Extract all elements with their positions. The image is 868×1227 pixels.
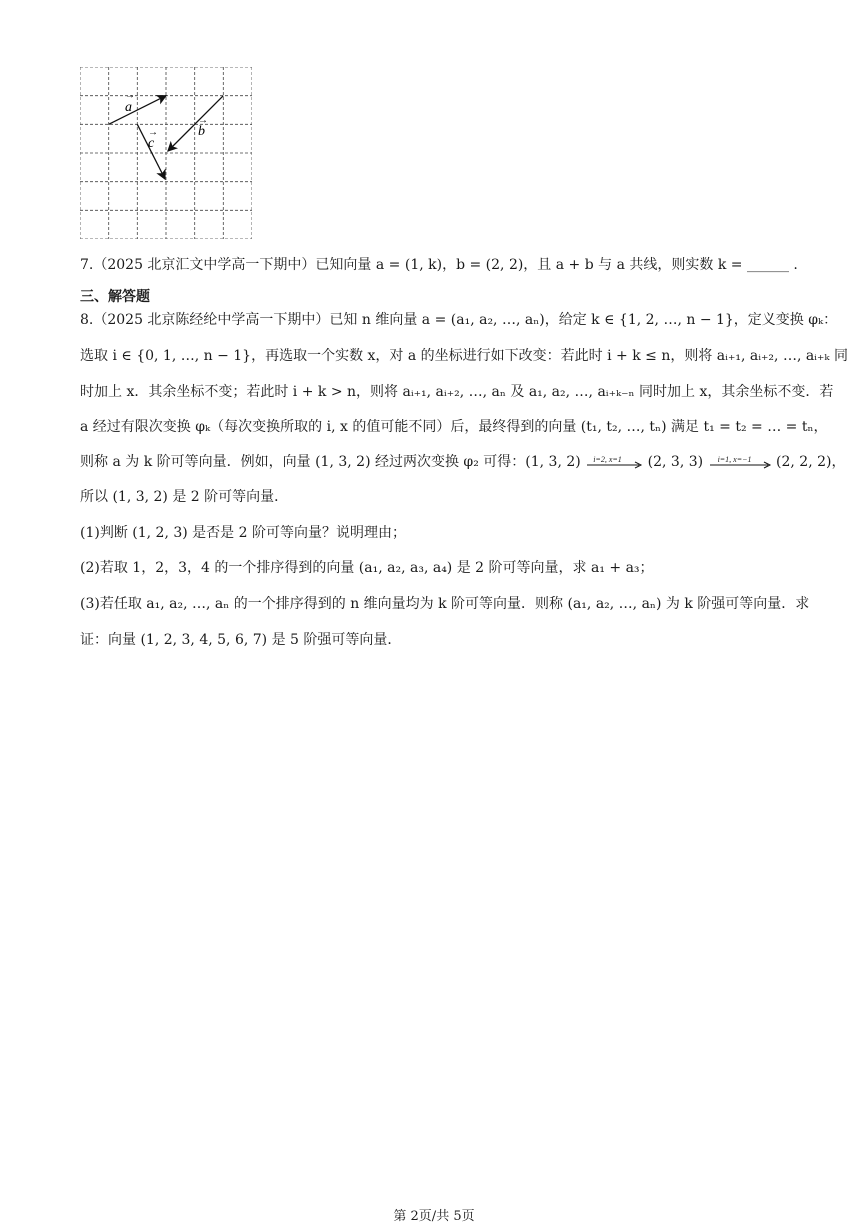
section-title: 三、解答题 bbox=[80, 289, 150, 305]
transform-arrow-1-label: i=2, x=1 bbox=[593, 455, 622, 464]
vector-a-label: a bbox=[125, 100, 132, 115]
vector-grid-figure bbox=[80, 67, 252, 239]
transform-arrow-1 bbox=[585, 452, 643, 472]
transform-arrow-2 bbox=[708, 452, 772, 472]
question-8-line-2: 选取 i ∈ {0, 1, …, n − 1}，再选取一个实数 x，对 a 的坐标进行如下改变：若此时 i + k ≤ n，则将 aᵢ₊₁, aᵢ₊₂, …, aᵢ₊ₖ 同 bbox=[80, 348, 848, 364]
vector-b-arrow bbox=[168, 96, 223, 151]
question-8-part-3-line-2: 证：向量 (1, 2, 3, 4, 5, 6, 7) 是 5 阶强可等向量． bbox=[80, 632, 402, 648]
question-8-line-1: 8.（2025 北京陈经纶中学高一下期中）已知 n 维向量 a = (a₁, a₂, …, aₙ)，给定 k ∈ {1, 2, …, n − 1}，定义变换 φₖ： bbox=[80, 312, 838, 328]
question-8-line-3: 时加上 x．其余坐标不变；若此时 i + k > n，则将 aᵢ₊₁, aᵢ₊₂, …, aₙ 及 a₁, a₂, …, aᵢ₊ₖ₋ₙ 同时加上 x，其余坐标不变．若 bbox=[80, 384, 834, 400]
example-text: 则称 a 为 k 阶可等向量．例如，向量 (1, 3, 2) 经过两次变换 φ₂ 可得：(1, 3, 2) bbox=[80, 454, 581, 470]
vector-c-label: c bbox=[148, 136, 155, 151]
right-arrow-icon bbox=[585, 452, 643, 472]
example-intermediate: (2, 3, 3) bbox=[647, 454, 704, 470]
question-7: 7.（2025 北京汇文中学高一下期中）已知向量 a = (1, k)，b = (2, 2)，且 a + b 与 a 共线，则实数 k = ______ . bbox=[80, 257, 798, 273]
right-arrow-icon bbox=[708, 452, 772, 472]
vector-a-arrow-mark: → bbox=[125, 90, 135, 101]
question-8-part-1: (1)判断 (1, 2, 3) 是否是 2 阶可等向量？说明理由； bbox=[80, 525, 406, 541]
vector-c-arrow-mark: → bbox=[148, 127, 158, 138]
question-8-part-3-line-1: (3)若任取 a₁, a₂, …, aₙ 的一个排序得到的 n 维向量均为 k 阶可等向量．则称 (a₁, a₂, …, aₙ) 为 k 阶强可等向量．求 bbox=[80, 596, 810, 612]
question-8-line-6: 所以 (1, 3, 2) 是 2 阶可等向量． bbox=[80, 489, 289, 505]
transform-arrow-2-label: i=1, x=−1 bbox=[717, 455, 752, 464]
question-8-part-2: (2)若取 1，2，3，4 的一个排序得到的向量 (a₁, a₂, a₃, a₄) 是 2 阶可等向量，求 a₁ + a₃； bbox=[80, 560, 654, 576]
vector-b-arrow-mark: → bbox=[198, 115, 208, 126]
vector-b-label: b bbox=[198, 124, 205, 139]
example-result: (2, 2, 2)， bbox=[776, 454, 846, 470]
question-8-line-4: a 经过有限次变换 φₖ（每次变换所取的 i, x 的值可能不同）后，最终得到的向量 (t₁, t₂, …, tₙ) 满足 t₁ = t₂ = … = tₙ， bbox=[80, 419, 828, 435]
page-footer: 第 2页/共 5页 bbox=[393, 1209, 475, 1224]
grid-lines bbox=[80, 67, 252, 239]
question-8-line-5 bbox=[80, 452, 845, 472]
